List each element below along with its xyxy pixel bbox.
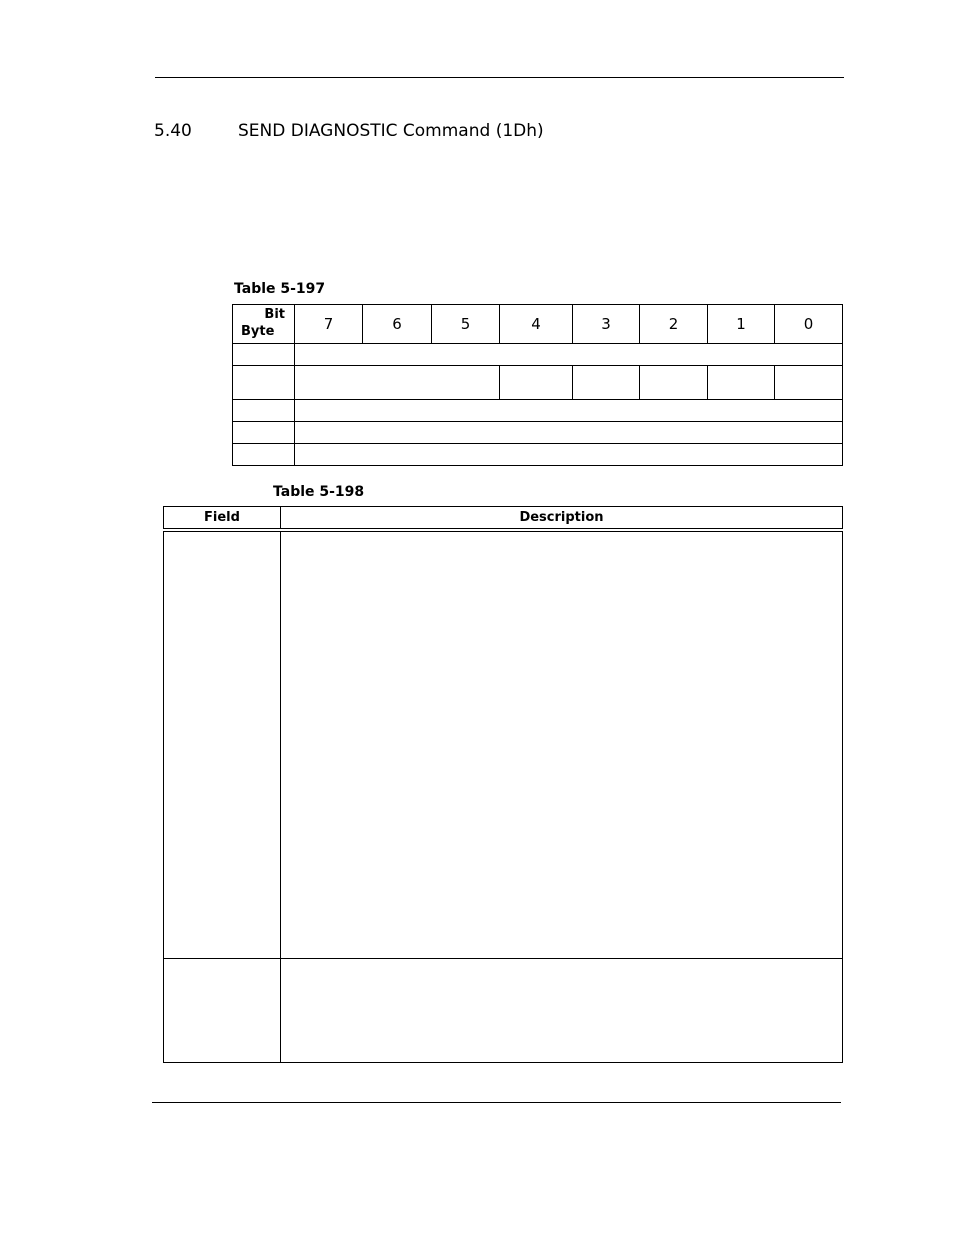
bit-3-field: [573, 366, 640, 400]
bit-4-header: 4: [500, 305, 573, 344]
byte-field: [295, 422, 843, 444]
byte-cell: [233, 344, 295, 366]
bit-0-header: 0: [775, 305, 843, 344]
bit-byte-corner: [233, 305, 295, 344]
table-197-caption: Table 5-197: [234, 281, 326, 297]
bit-label: Bit: [264, 307, 285, 322]
bit-1-header: 1: [708, 305, 775, 344]
byte-label: Byte: [241, 324, 275, 339]
table-198-caption: Table 5-198: [273, 484, 365, 500]
description-cell: [281, 530, 843, 958]
bit-1-field: [708, 366, 775, 400]
field-description-table: [163, 506, 843, 1063]
byte-row-4: [233, 444, 843, 466]
bit-0-field: [775, 366, 843, 400]
field-column-header: Field: [164, 507, 281, 531]
section-title: SEND DIAGNOSTIC Command (1Dh): [238, 121, 544, 141]
field-cell: [164, 530, 281, 958]
bottom-rule: [152, 1102, 841, 1103]
header-row: [164, 507, 843, 531]
byte-row-0: [233, 344, 843, 366]
bit-3-header: 3: [573, 305, 640, 344]
byte-cell: [233, 444, 295, 466]
field-cell: [164, 958, 281, 1062]
cdb-format-table: [232, 304, 843, 466]
byte-cell: [233, 422, 295, 444]
byte-cell: [233, 400, 295, 422]
section-number: 5.40: [154, 121, 192, 141]
bit-4-field: [500, 366, 573, 400]
bit-2-field: [640, 366, 708, 400]
byte-row-1: [233, 366, 843, 400]
byte-field: [295, 344, 843, 366]
byte-cell: [233, 366, 295, 400]
table-row: [164, 958, 843, 1062]
bit-6-header: 6: [363, 305, 432, 344]
top-rule: [155, 77, 844, 78]
bit-7-header: 7: [295, 305, 363, 344]
bit-header-row: [233, 305, 843, 344]
bit-5-header: 5: [432, 305, 500, 344]
byte-row-3: [233, 422, 843, 444]
byte-field: [295, 444, 843, 466]
byte-row-2: [233, 400, 843, 422]
description-cell: [281, 958, 843, 1062]
bit-2-header: 2: [640, 305, 708, 344]
table-row: [164, 530, 843, 958]
byte-field: [295, 400, 843, 422]
bits-7-5-field: [295, 366, 500, 400]
description-column-header: Description: [281, 507, 843, 531]
